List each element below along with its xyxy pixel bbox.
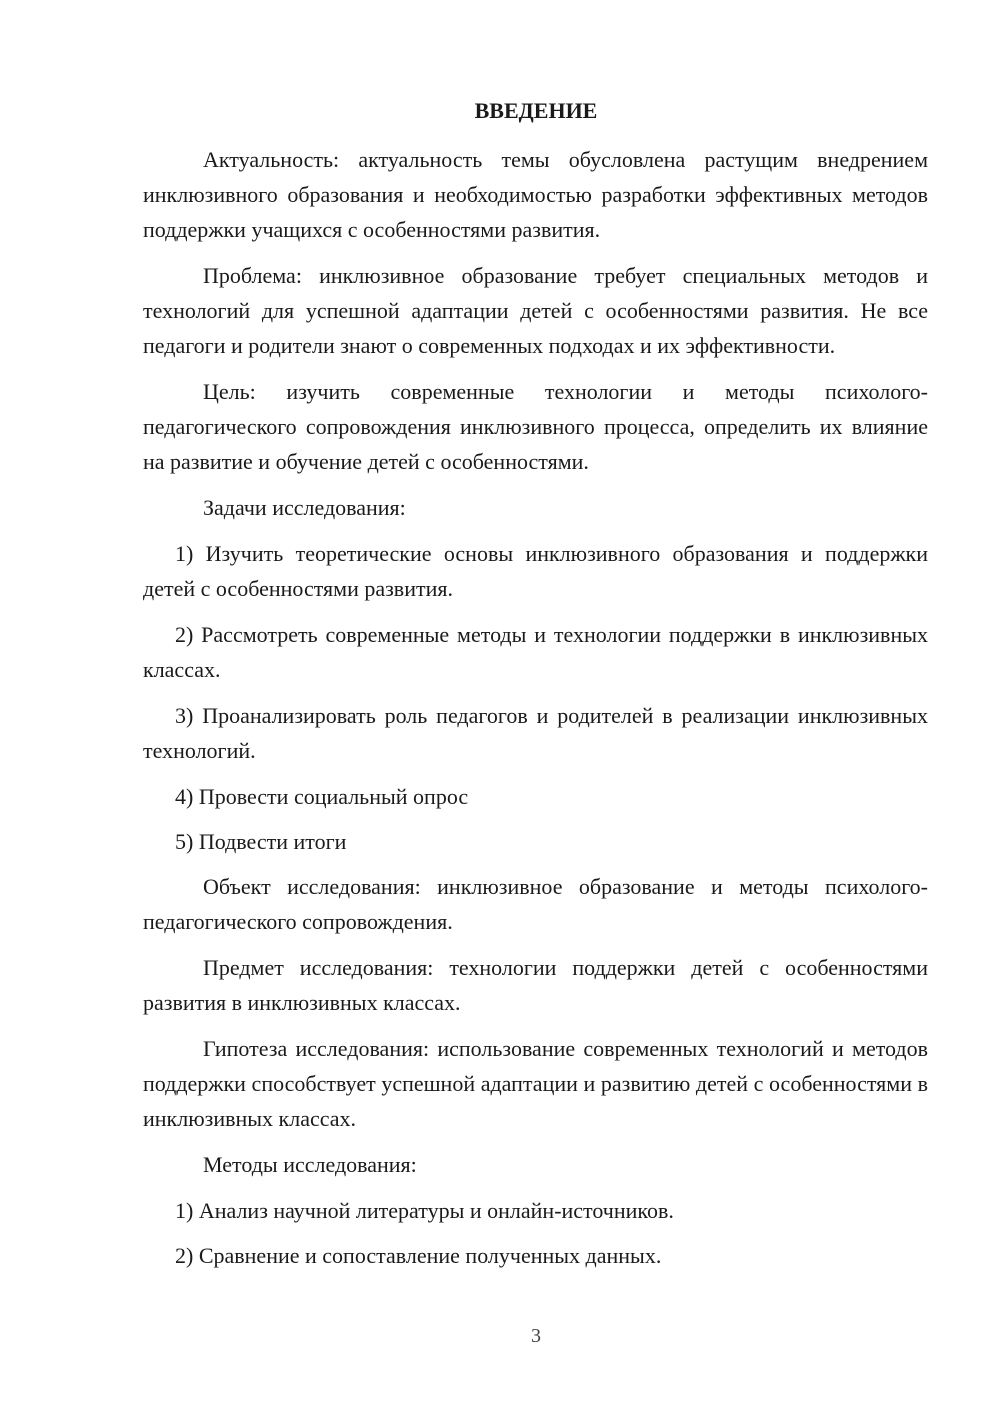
task-item-3: 3) Проанализировать роль педагогов и родителей в реализации инклюзивных технологий. <box>143 703 928 763</box>
task-item-4: 4) Провести социальный опрос <box>175 784 469 809</box>
task-item-2: 2) Рассмотреть современные методы и технологии поддержки в инклюзивных классах. <box>143 622 928 682</box>
methods-heading: Методы исследования: <box>203 1152 417 1177</box>
section-title: ВВЕДЕНИЕ <box>474 98 598 123</box>
method-item-2: 2) Сравнение и сопоставление полученных данных. <box>175 1243 662 1268</box>
goal-paragraph: Цель: изучить современные технологии и методы психолого-педагогического сопровождения инклюзивного процесса, определить их влияние на развитие и обучение детей с особенностями. <box>143 379 928 474</box>
object-paragraph: Объект исследования: инклюзивное образование и методы психолого-педагогического сопровождения. <box>143 874 928 934</box>
task-item-5: 5) Подвести итоги <box>175 829 347 854</box>
page-number: 3 <box>531 1325 541 1347</box>
hypothesis-paragraph: Гипотеза исследования: использование современных технологий и методов поддержки способствует успешной адаптации и развитию детей с особенностями в инклюзивных классах. <box>143 1036 928 1131</box>
method-item-1: 1) Анализ научной литературы и онлайн-источников. <box>175 1198 674 1223</box>
problem-paragraph: Проблема: инклюзивное образование требует специальных методов и технологий для успешной адаптации детей с особенностями развития. Не все педагоги и родители знают о современных подходах и их эффективности. <box>143 263 928 358</box>
tasks-heading: Задачи исследования: <box>203 495 406 520</box>
page-body <box>143 142 928 1283</box>
subject-paragraph: Предмет исследования: технологии поддержки детей с особенностями развития в инклюзивных классах. <box>143 955 928 1015</box>
task-item-1: 1) Изучить теоретические основы инклюзивного образования и поддержки детей с особенностями развития. <box>143 541 928 601</box>
relevance-paragraph: Актуальность: актуальность темы обусловлена растущим внедрением инклюзивного образования и необходимостью разработки эффективных методов поддержки учащихся с особенностями развития. <box>143 147 928 242</box>
